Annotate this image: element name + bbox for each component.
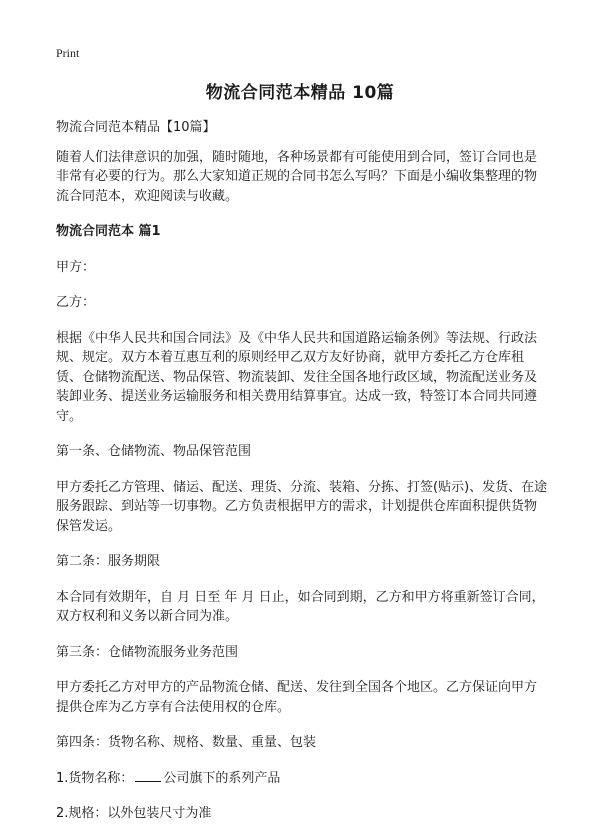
intro-paragraph: 随着人们法律意识的加强，随时随地，各种场景都有可能使用到合同，签订合同也是非常有必要的行为。那么大家知道正规的合同书怎么写吗？下面是小编收集整理的物流合同范本，欢迎阅读与收藏。	[56, 149, 538, 204]
page-title: 物流合同范本精品 10篇	[205, 83, 395, 103]
document-body	[56, 118, 548, 840]
article-1-body: 甲方委托乙方管理、储运、配送、理货、分流、装箱、分拣、打签(贴示)、发货、在途服务跟踪、到站等一切事物。乙方负责根据甲方的需求，计划提供仓库面积提供货物保管发运。	[56, 479, 548, 534]
article-4-title: 第四条：货物名称、规格、数量、重量、包装	[56, 735, 317, 750]
item-1-line	[56, 769, 548, 789]
section-heading: 物流合同范本 篇1	[56, 224, 161, 239]
print-link[interactable]: Print	[56, 46, 80, 60]
party-b-line: 乙方：	[56, 295, 96, 310]
item-1-label: 1.货物名称：	[56, 770, 134, 786]
preamble-paragraph: 根据《中华人民共和国合同法》及《中华人民共和国道路运输条例》等法规、行政法规、规定。双方本着互惠互利的原则经甲乙双方友好协商，就甲方委托乙方仓库租赁、仓储物流配送、物品保管、物流装卸、发往全国各地行政区域，物流配送业务及装卸业务、提送业务运输服务和相关费用结算事宜。达成一致，特签订本合同共同遵守。	[56, 330, 538, 424]
document-subtitle: 物流合同范本精品【10篇】	[56, 120, 216, 135]
item-1-value: 公司旗下的系列产品	[163, 770, 281, 786]
article-2-title: 第二条：服务期限	[56, 554, 161, 569]
article-1-title: 第一条、仓储物流、物品保管范围	[56, 444, 252, 459]
item-2-line: 2.规格：以外包装尺寸为准	[56, 806, 212, 821]
fill-in-blank	[135, 769, 161, 782]
article-2-body: 本合同有效期年，自 月 日至 年 月 日止，如合同到期，乙方和甲方将重新签订合同，双方权利和义务以新合同为准。	[56, 589, 545, 624]
party-a-line: 甲方：	[56, 259, 96, 275]
article-3-body: 甲方委托乙方对甲方的产品物流仓储、配送、发往到全国各个地区。乙方保证向甲方提供仓库为乙方享有合法使用权的仓库。	[56, 680, 538, 715]
article-3-title: 第三条：仓储物流服务业务范围	[56, 644, 239, 660]
